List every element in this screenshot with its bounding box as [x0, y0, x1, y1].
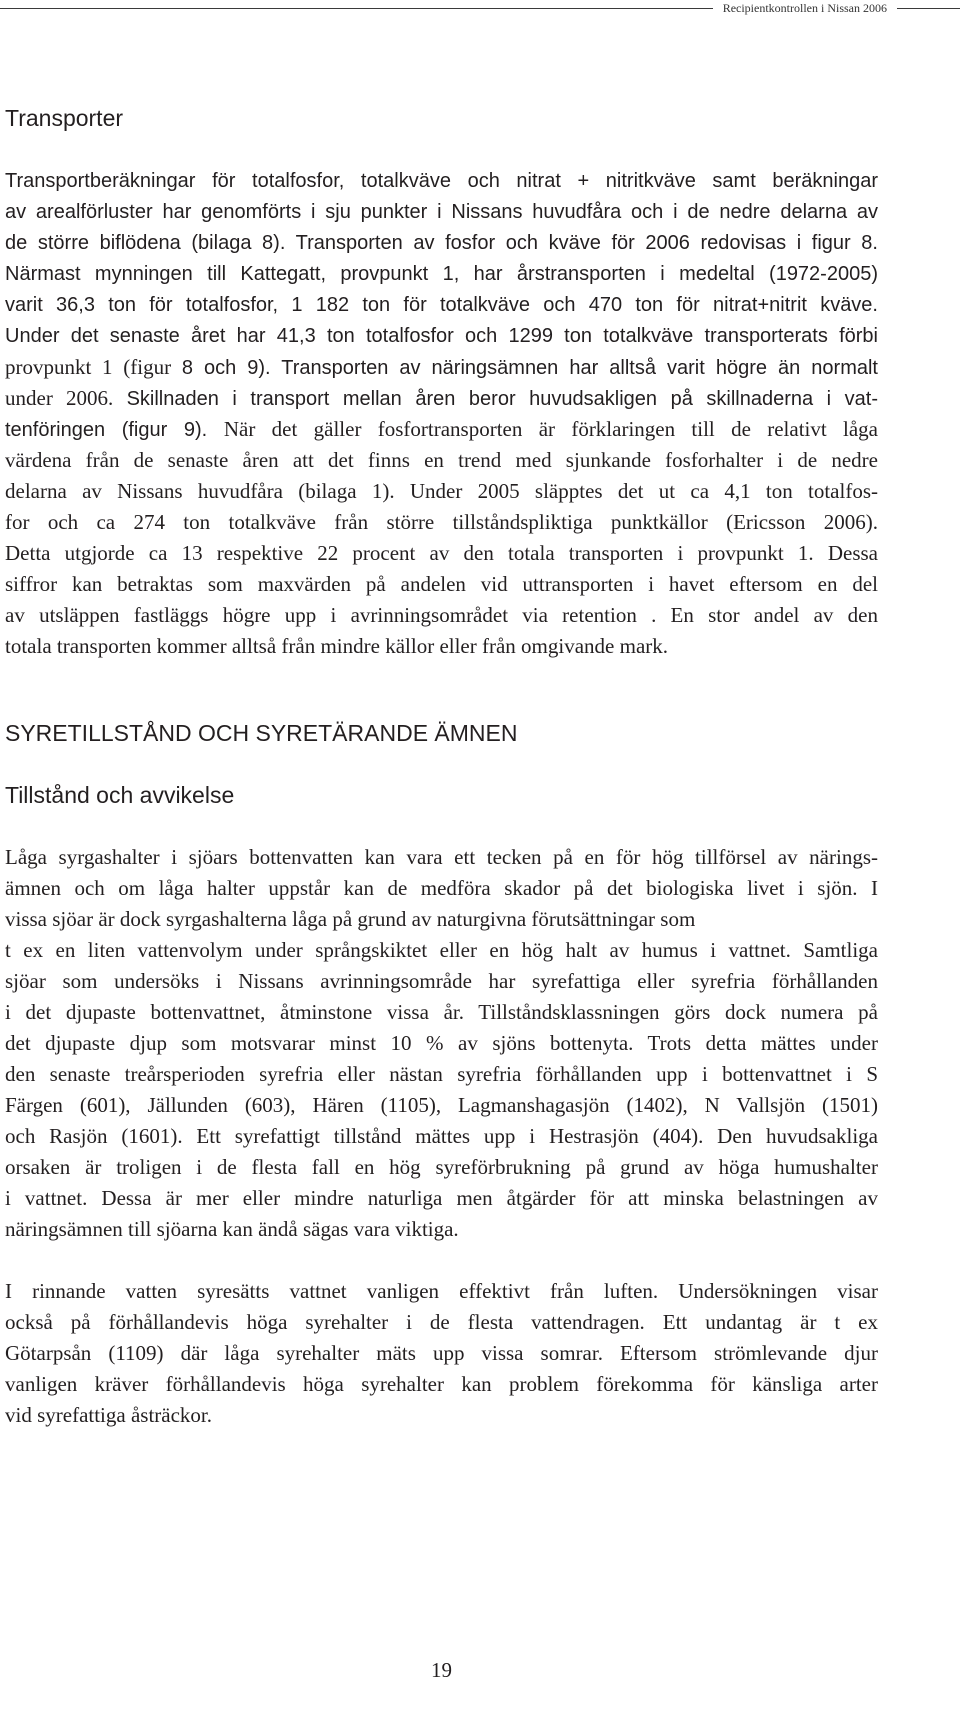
text-line: delarna av Nissans huvudfåra (bilaga 1). Under 2005 släpptes det ut ca 4,1 ton totalfos- — [5, 479, 878, 503]
text-line: också på förhållandevis höga syrehalter i de flesta vattendragen. Ett undantag är t ex — [5, 1310, 878, 1334]
text-line: i vattnet. Dessa är mer eller mindre naturliga men åtgärder för att minska belastningen av — [5, 1186, 878, 1210]
text-line: av arealförluster har genomförts i sju punkter i Nissans huvudfåra och i de nedre delarna av — [5, 201, 878, 223]
running-header — [0, 0, 960, 16]
text-line: t ex en liten vattenvolym under språngskiktet eller en hög halt av humus i vattnet. Samtliga — [5, 938, 878, 962]
body-paragraph-lakes — [5, 842, 878, 1245]
text-line — [5, 352, 878, 383]
text-segment: tenföringen (figur 9). — [5, 419, 224, 441]
text-line: totala transporten kommer alltså från mindre källor eller från omgivande mark. — [5, 634, 669, 658]
text-segment: provpunkt 1 (figur — [5, 355, 182, 379]
body-paragraph-transport — [5, 166, 878, 662]
text-line: Närmast mynningen till Kattegatt, provpunkt 1, har årstransporten i medeltal (1972-2005) — [5, 263, 878, 285]
text-line: orsaken är troligen i de flesta fall en hög syreförbrukning på grund av höga humushalter — [5, 1155, 878, 1179]
text-line: sjöar som undersöks i Nissans avrinningsområde har syrefattiga eller syrefria förhållanden — [5, 969, 878, 993]
text-line: varit 36,3 ton för totalfosfor, 1 182 ton för totalkväve och 470 ton för nitrat+nitrit kväve. — [5, 294, 878, 316]
body-paragraph-streams — [5, 1276, 878, 1431]
text-segment: under 2006. — [5, 386, 127, 410]
text-line: for och ca 274 ton totalkväve från större tillståndspliktiga punktkällor (Ericsson 2006). — [5, 510, 878, 534]
page-number: 19 — [431, 1658, 452, 1682]
text-line: värdena från de senaste åren att det finns en trend med sjunkande fosforhalter i de nedre — [5, 448, 878, 472]
text-line: Detta utgjorde ca 13 respektive 22 procent av den totala transporten i provpunkt 1. Dessa — [5, 541, 878, 565]
text-line — [5, 383, 878, 414]
text-line: det djupaste djup som motsvarar minst 10 % av sjöns bottenyta. Trots detta mättes under — [5, 1031, 878, 1055]
text-line: ämnen och om låga halter uppstår kan de medföra skador på det biologiska livet i sjön. I — [5, 876, 878, 900]
text-segment: Skillnaden i transport mellan åren beror huvudsakligen på skillnaderna i vat- — [126, 388, 878, 410]
text-segment: När det gäller fosfortransporten är förklaringen till de relativt låga — [223, 417, 878, 441]
text-line: Låga syrgashalter i sjöars bottenvatten kan vara ett tecken på en för hög tillförsel av närings- — [5, 845, 878, 869]
section-heading-oxygen: SYRETILLSTÅND OCH SYRETÄRANDE ÄMNEN — [5, 720, 518, 746]
subsection-heading: Tillstånd och avvikelse — [5, 782, 235, 808]
header-title: Recipientkontrollen i Nissan 2006 — [722, 1, 887, 15]
text-line: Under det senaste året har 41,3 ton totalfosfor och 1299 ton totalkväve transporterats förbi — [5, 325, 878, 347]
text-line: de större biflödena (bilaga 8). Transporten av fosfor och kväve för 2006 redovisas i figur 8. — [5, 232, 878, 254]
text-line: den senaste treårsperioden syrefria eller nästan syrefria förhållanden upp i bottenvattnet i S — [5, 1062, 878, 1086]
text-line: vissa sjöar är dock syrgashalterna låga på grund av naturgivna förutsättningar som — [5, 907, 696, 931]
text-line: Färgen (601), Jällunden (603), Hären (1105), Lagmanshagasjön (1402), N Vallsjön (1501) — [5, 1093, 878, 1117]
text-line: av utsläppen fastläggs högre upp i avrinningsområdet via retention . En stor andel av den — [5, 603, 878, 627]
text-segment: 8 och 9). Transporten av näringsämnen har alltså varit högre än normalt — [181, 357, 878, 379]
text-line: I rinnande vatten syresätts vattnet vanligen effektivt från luften. Undersökningen visar — [5, 1279, 878, 1303]
text-line: vid syrefattiga åsträckor. — [5, 1403, 213, 1427]
text-line: i det djupaste bottenvattnet, åtminstone vissa år. Tillståndsklassningen görs dock numera på — [5, 1000, 878, 1024]
header-rule-left — [0, 8, 713, 9]
text-line: Götarpsån (1109) där låga syrehalter mäts upp vissa somrar. Eftersom strömlevande djur — [5, 1341, 878, 1365]
text-line: och Rasjön (1601). Ett syrefattigt tillstånd mättes upp i Hestrasjön (404). Den huvudsakliga — [5, 1124, 878, 1148]
text-line: näringsämnen till sjöarna kan ändå sägas vara viktiga. — [5, 1217, 459, 1241]
text-line: vanligen kräver förhållandevis höga syrehalter kan problem förekomma för känsliga arter — [5, 1372, 878, 1396]
header-rule-right — [897, 8, 960, 9]
text-line: siffror kan betraktas som maxvärden på andelen vid uttransporten i havet eftersom en del — [5, 572, 878, 596]
section-heading-transporter: Transporter — [5, 105, 124, 131]
text-line — [5, 414, 878, 445]
text-line: Transportberäkningar för totalfosfor, totalkväve och nitrat + nitritkväve samt beräkningar — [5, 170, 878, 192]
